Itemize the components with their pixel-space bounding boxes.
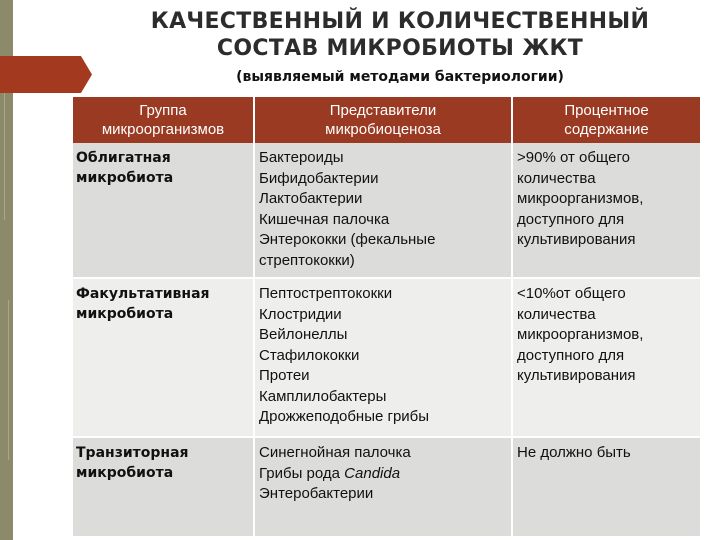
microbiota-table <box>73 97 700 538</box>
member-item: Дрожжеподобные грибы <box>259 408 430 425</box>
percent-line: Не должно быть <box>517 444 631 461</box>
cell-percent <box>512 437 700 537</box>
group-line: Транзиторная <box>76 445 189 461</box>
group-line: Облигатная <box>76 150 171 166</box>
cell-group <box>73 278 254 437</box>
member-item: Клостридии <box>259 305 342 323</box>
cell-group <box>73 437 254 537</box>
cell-members <box>254 278 512 437</box>
member-item: Бифидобактерии <box>259 169 379 187</box>
member-item: Энтерококки (фекальные <box>259 231 436 248</box>
slide-subtitle: (выявляемый методами бактериологии) <box>236 69 564 85</box>
percent-line: доступного для <box>517 346 625 364</box>
member-item <box>259 464 507 485</box>
member-item: Камплилобактеры <box>259 387 387 405</box>
member-item: Бактероиды <box>259 149 344 166</box>
member-item-genus: Candida <box>344 464 401 482</box>
header-group-line-2: микроорганизмов <box>101 120 225 138</box>
member-item: Энтеробактерии <box>259 485 374 502</box>
cell-percent <box>512 143 700 278</box>
slide-title <box>100 8 700 62</box>
percent-line: количества <box>517 169 596 187</box>
member-item: Пептострептококки <box>259 285 393 302</box>
group-line: микробиота <box>76 170 174 186</box>
cell-group <box>73 143 254 278</box>
member-item: Стафилококки <box>259 346 360 364</box>
member-item: Протеи <box>259 367 310 384</box>
header-percent-line-2: содержание <box>564 120 649 138</box>
group-line: Факультативная <box>76 286 210 302</box>
group-line: микробиота <box>76 465 174 481</box>
cell-percent <box>512 278 700 437</box>
header-members <box>254 97 512 143</box>
header-group <box>73 97 254 143</box>
percent-line: <10%от общего <box>517 285 626 302</box>
member-item: Синегнойная палочка <box>259 444 411 461</box>
table-row-obligate <box>73 143 700 278</box>
title-line-2: СОСТАВ МИКРОБИОТЫ ЖКТ <box>216 36 584 61</box>
member-item: стрептококки) <box>259 251 355 269</box>
header-members-line-2: микробиоценоза <box>325 120 441 138</box>
title-line-1: КАЧЕСТВЕННЫЙ И КОЛИЧЕСТВЕННЫЙ <box>150 9 650 34</box>
group-line: микробиота <box>76 306 174 322</box>
title-accent-arrow <box>0 56 92 93</box>
percent-line: микроорганизмов, <box>517 326 644 343</box>
percent-line: микроорганизмов, <box>517 190 644 207</box>
cell-members <box>254 143 512 278</box>
percent-line: >90% от общего <box>517 149 630 166</box>
percent-line: доступного для <box>517 210 625 228</box>
header-group-line-1: Группа <box>139 101 187 119</box>
header-percent <box>512 97 700 143</box>
member-item: Вейлонеллы <box>259 326 348 343</box>
member-item-prefix: Грибы рода <box>259 464 345 482</box>
member-item: Кишечная палочка <box>259 210 390 228</box>
header-percent-line-1: Процентное <box>564 101 649 119</box>
table-header-row <box>73 97 700 143</box>
percent-line: культивирования <box>517 231 636 248</box>
header-members-line-1: Представители <box>329 101 437 119</box>
table-row-facultative <box>73 278 700 437</box>
percent-line: культивирования <box>517 367 636 384</box>
member-item: Лактобактерии <box>259 190 363 207</box>
percent-line: количества <box>517 305 596 323</box>
table-row-transitory <box>73 437 700 537</box>
cell-members <box>254 437 512 537</box>
